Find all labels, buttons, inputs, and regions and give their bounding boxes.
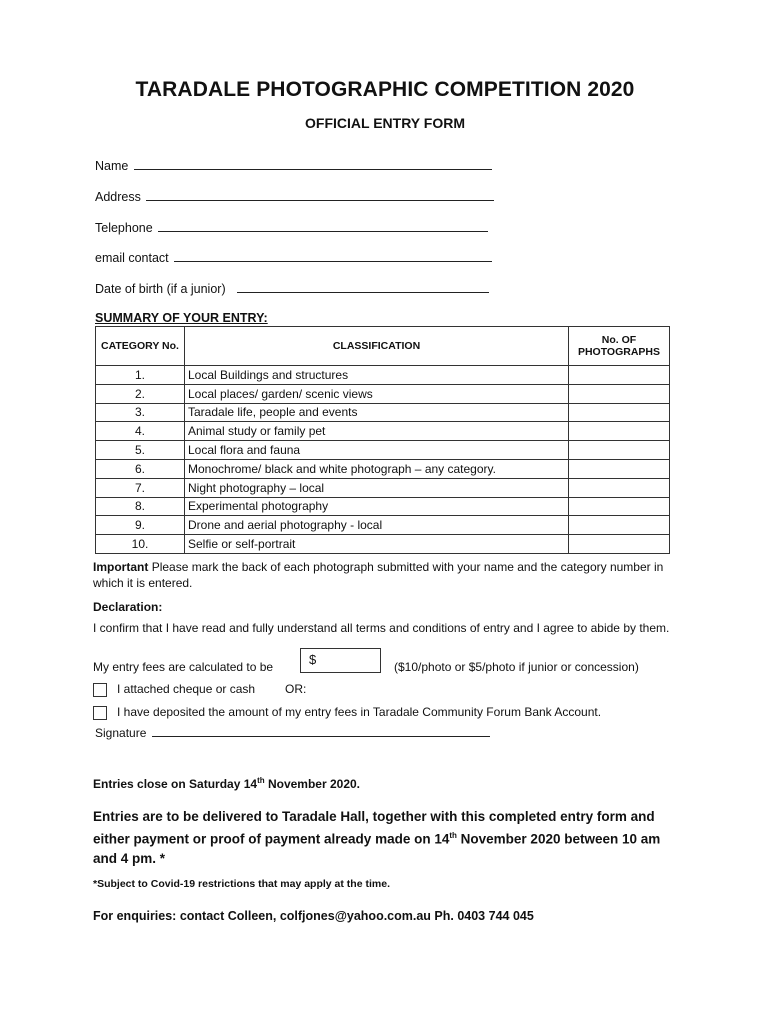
photo-count-cell[interactable] <box>569 497 670 516</box>
entries-close <box>93 773 678 792</box>
photo-count-cell[interactable] <box>569 459 670 478</box>
table-row <box>96 384 670 403</box>
category-number: 9. <box>96 516 185 535</box>
close-sup: th <box>257 776 265 785</box>
photo-count-cell[interactable] <box>569 384 670 403</box>
signature-label: Signature <box>95 726 147 740</box>
email-line[interactable] <box>174 250 492 262</box>
classification-label: Taradale life, people and events <box>185 403 569 422</box>
dob-line[interactable] <box>237 281 489 293</box>
telephone-line[interactable] <box>158 220 488 232</box>
delivery-instructions <box>93 807 673 868</box>
dob-label: Date of birth (if a junior) <box>95 282 226 296</box>
category-number: 10. <box>96 535 185 554</box>
deliver-suffix: November 2020 between 10 am and 4 pm. * <box>93 831 661 866</box>
category-number: 3. <box>96 403 185 422</box>
entry-summary-table <box>95 326 670 554</box>
category-number: 6. <box>96 459 185 478</box>
classification-label: Drone and aerial photography - local <box>185 516 569 535</box>
important-text: Please mark the back of each photograph submitted with your name and the category number in which it is entered. <box>93 560 664 590</box>
deposit-checkbox[interactable] <box>93 706 107 720</box>
name-label: Name <box>95 159 129 173</box>
close-prefix: Entries close on Saturday 14 <box>93 777 258 791</box>
cheque-checkbox[interactable] <box>93 683 107 697</box>
address-label: Address <box>95 190 141 204</box>
table-row <box>96 441 670 460</box>
classification-label: Night photography – local <box>185 478 569 497</box>
table-row <box>96 366 670 385</box>
col-category-header: CATEGORY No. <box>96 327 185 366</box>
photo-count-cell[interactable] <box>569 441 670 460</box>
email-label: email contact <box>95 251 169 265</box>
table-row <box>96 459 670 478</box>
table-row <box>96 478 670 497</box>
signature-field[interactable] <box>95 725 490 740</box>
cheque-option-label: I attached cheque or cash <box>117 682 256 696</box>
classification-label: Local flora and fauna <box>185 441 569 460</box>
page-subtitle: OFFICIAL ENTRY FORM <box>305 115 465 131</box>
table-row <box>96 497 670 516</box>
or-label: OR: <box>285 682 307 696</box>
classification-label: Local Buildings and structures <box>185 366 569 385</box>
photo-count-cell[interactable] <box>569 478 670 497</box>
table-row <box>96 535 670 554</box>
signature-line[interactable] <box>152 725 490 737</box>
col-count-header: No. OF PHOTOGRAPHS <box>569 327 670 366</box>
category-number: 8. <box>96 497 185 516</box>
name-field[interactable] <box>95 158 492 173</box>
photo-count-cell[interactable] <box>569 516 670 535</box>
fees-prefix: $ <box>309 652 317 667</box>
declaration-heading: Declaration: <box>93 600 163 614</box>
col-classification-header: CLASSIFICATION <box>185 327 569 366</box>
photo-count-cell[interactable] <box>569 403 670 422</box>
category-number: 7. <box>96 478 185 497</box>
category-number: 1. <box>96 366 185 385</box>
name-line[interactable] <box>134 158 492 170</box>
address-line[interactable] <box>146 189 494 201</box>
classification-label: Animal study or family pet <box>185 422 569 441</box>
photo-count-cell[interactable] <box>569 422 670 441</box>
category-number: 5. <box>96 441 185 460</box>
page-title: TARADALE PHOTOGRAPHIC COMPETITION 2020 <box>135 78 635 101</box>
category-number: 2. <box>96 384 185 403</box>
table-row <box>96 403 670 422</box>
declaration-confirm: I confirm that I have read and fully understand all terms and conditions of entry and I agree to abide by them. <box>93 621 670 635</box>
deliver-prefix: Entries are to be delivered to Taradale Hall, together with this completed entry form and either payment or proof of payment already made on 14 <box>93 809 655 847</box>
summary-heading: SUMMARY OF YOUR ENTRY: <box>95 311 268 325</box>
email-field[interactable] <box>95 250 492 265</box>
classification-label: Monochrome/ black and white photograph – any category. <box>185 459 569 478</box>
important-note <box>93 559 678 591</box>
enquiries-contact: For enquiries: contact Colleen, colfjones@yahoo.com.au Ph. 0403 744 045 <box>93 909 534 923</box>
table-row <box>96 422 670 441</box>
address-field[interactable] <box>95 189 494 204</box>
important-label: Important <box>93 560 149 574</box>
photo-count-cell[interactable] <box>569 366 670 385</box>
classification-label: Local places/ garden/ scenic views <box>185 384 569 403</box>
deposit-option-label: I have deposited the amount of my entry fees in Taradale Community Forum Bank Account. <box>117 705 602 719</box>
category-number: 4. <box>96 422 185 441</box>
table-row <box>96 516 670 535</box>
covid-note: *Subject to Covid-19 restrictions that may apply at the time. <box>93 878 390 890</box>
dob-field[interactable] <box>95 281 489 296</box>
fees-note: ($10/photo or $5/photo if junior or concession) <box>394 660 639 674</box>
classification-label: Selfie or self-portrait <box>185 535 569 554</box>
deliver-sup: th <box>449 831 457 840</box>
fees-label: My entry fees are calculated to be <box>93 660 274 674</box>
telephone-label: Telephone <box>95 221 153 235</box>
fees-input[interactable] <box>300 648 381 673</box>
close-suffix: November 2020. <box>264 777 361 791</box>
classification-label: Experimental photography <box>185 497 569 516</box>
telephone-field[interactable] <box>95 220 488 235</box>
photo-count-cell[interactable] <box>569 535 670 554</box>
